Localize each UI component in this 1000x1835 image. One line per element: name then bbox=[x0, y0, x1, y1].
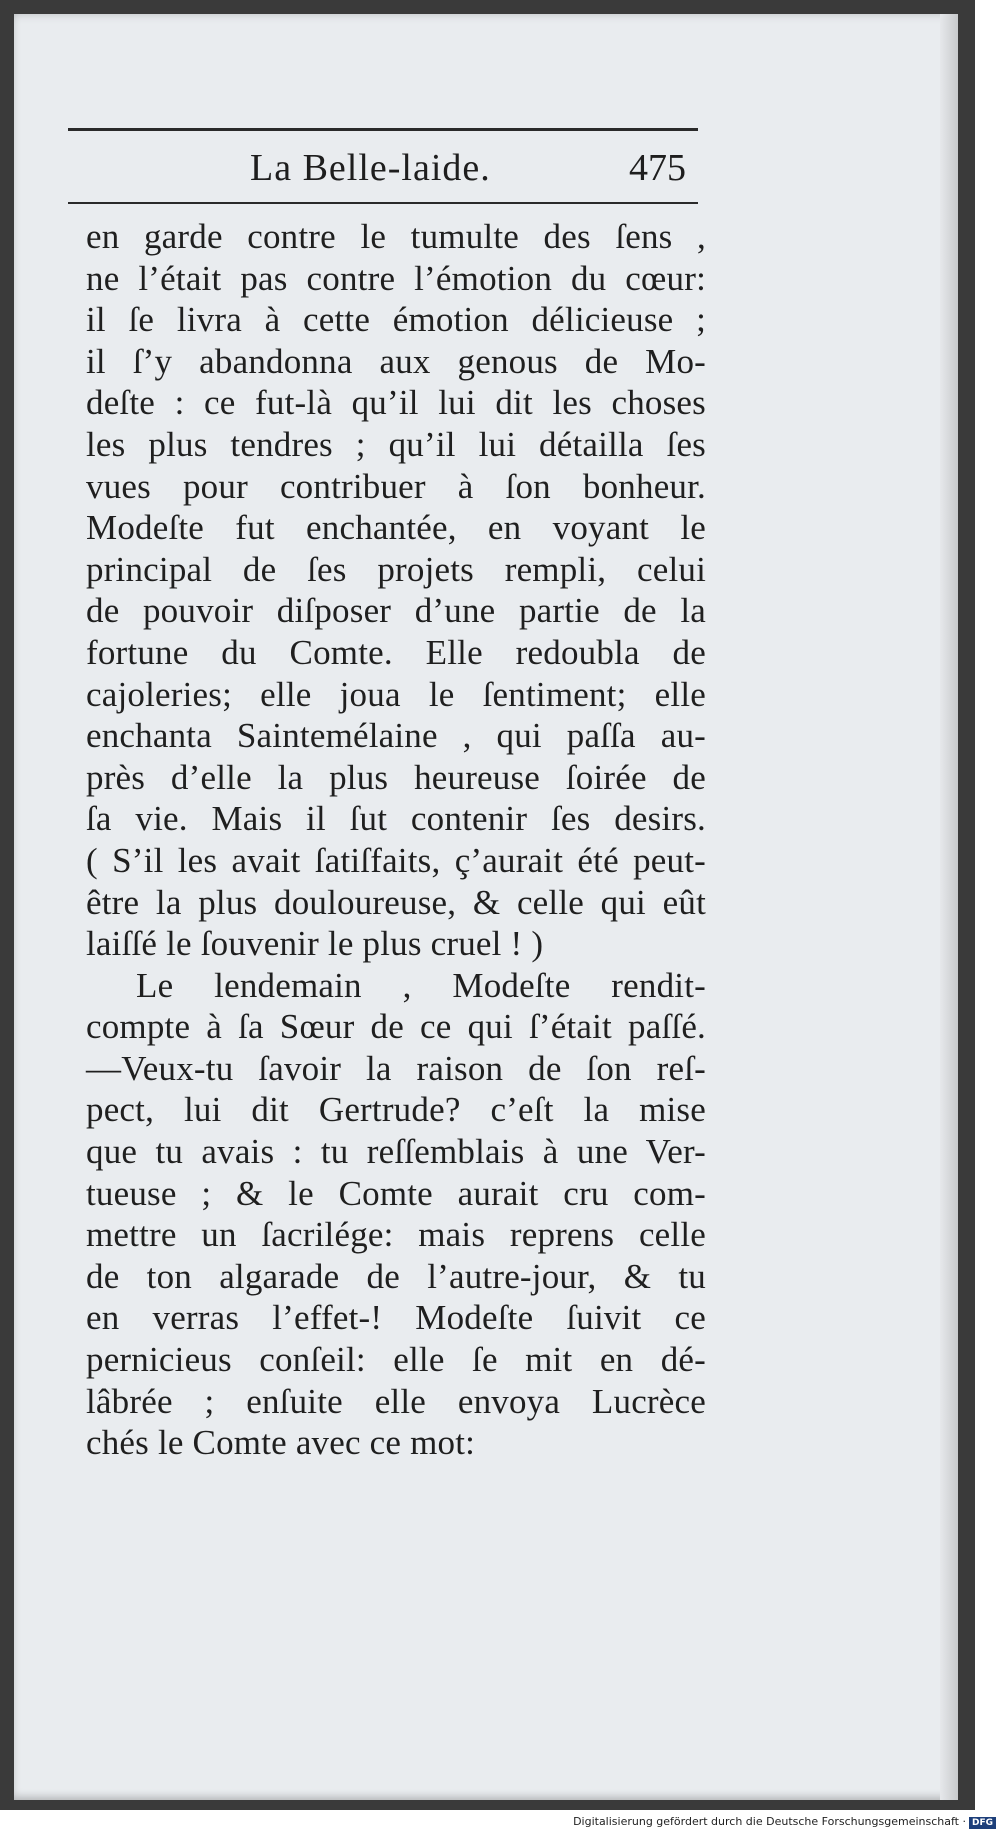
text-line: cajoleries; elle joua le ſentiment; elle bbox=[86, 674, 706, 714]
text-line: tueuse ; & le Comte aurait cru com- bbox=[86, 1173, 706, 1213]
page-number: 475 bbox=[629, 147, 686, 189]
text-line: que tu avais : tu reſſemblais à une Ver- bbox=[86, 1132, 706, 1172]
text-line: principal de ſes projets rempli, celui bbox=[86, 549, 706, 589]
text-line: Modeſte fut enchantée, en voyant le bbox=[86, 508, 706, 548]
text-line: pect, lui dit Gertrude? c’eſt la mise bbox=[86, 1090, 706, 1130]
text-line: de ton algarade de l’autre-jour, & tu bbox=[86, 1256, 706, 1296]
text-line: de pouvoir diſposer d’une partie de la bbox=[86, 591, 706, 631]
digitization-credit bbox=[573, 1815, 996, 1829]
body-text bbox=[86, 216, 706, 1464]
header-rule-bottom bbox=[68, 202, 698, 204]
text-line: il ſ’y abandonna aux genous de Mo- bbox=[86, 341, 706, 381]
text-line: ne l’était pas contre l’émotion du cœur: bbox=[86, 258, 706, 298]
text-line: ( S’il les avait ſatiſfaits, ç’aurait été peut- bbox=[86, 840, 706, 880]
text-line: fortune du Comte. Elle redoubla de bbox=[86, 632, 706, 672]
text-line: —Veux-tu ſavoir la raison de ſon reſ- bbox=[86, 1048, 706, 1088]
dfg-logo-badge: DFG bbox=[969, 1817, 996, 1829]
text-line: laiſſé le ſouvenir le plus cruel ! ) bbox=[86, 924, 544, 964]
text-line: il ſe livra à cette émotion délicieuse ; bbox=[86, 300, 706, 340]
text-line: pernicieus conſeil: elle ſe mit en dé- bbox=[86, 1340, 706, 1380]
text-line: compte à ſa Sœur de ce qui ſ’était paſſé. bbox=[86, 1007, 706, 1047]
text-line: deſte : ce fut-là qu’il lui dit les choses bbox=[86, 383, 706, 423]
credit-text: Digitalisierung gefördert durch die Deutsche Forschungsgemeinschaft · bbox=[573, 1815, 966, 1828]
text-line: en garde contre le tumulte des ſens , bbox=[86, 217, 706, 256]
text-line: ſa vie. Mais il ſut contenir ſes desirs. bbox=[86, 799, 706, 839]
text-line: vues pour contribuer à ſon bonheur. bbox=[86, 466, 706, 506]
running-title: La Belle-laide. bbox=[250, 147, 491, 189]
text-line: enchanta Saintemélaine , qui paſſa au- bbox=[86, 716, 706, 756]
text-line: les plus tendres ; qu’il lui détailla ſes bbox=[86, 424, 706, 464]
running-header bbox=[68, 146, 698, 196]
header-rule-top bbox=[68, 128, 698, 131]
text-line: Le lendemain , Modeſte rendit- bbox=[136, 965, 706, 1005]
text-line: en verras l’effet-! Modeſte ſuivit ce bbox=[86, 1298, 706, 1338]
text-line: être la plus douloureuse, & celle qui eût bbox=[86, 882, 706, 922]
page-edge-shading bbox=[940, 14, 958, 1800]
text-line: lâbrée ; enſuite elle envoya Lucrèce bbox=[86, 1381, 706, 1421]
text-line: près d’elle la plus heureuse ſoirée de bbox=[86, 757, 706, 797]
text-line: chés le Comte avec ce mot: bbox=[86, 1423, 476, 1463]
text-line: mettre un ſacrilége: mais reprens celle bbox=[86, 1215, 706, 1255]
